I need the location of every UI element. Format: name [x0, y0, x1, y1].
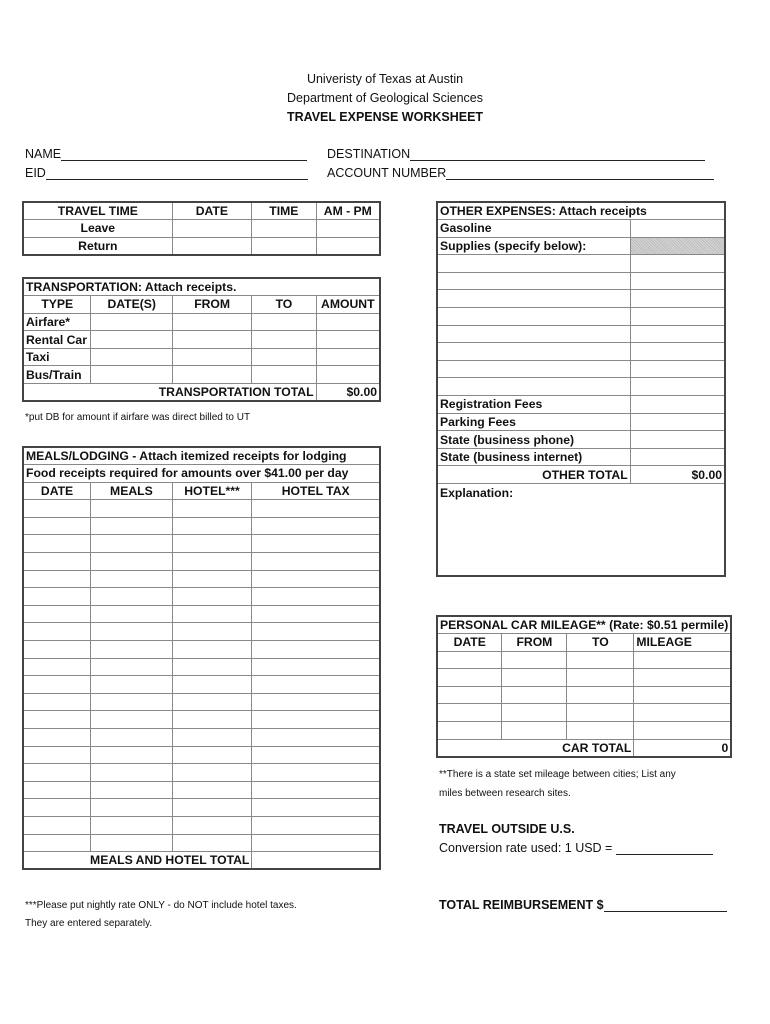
table-cell[interactable]	[634, 704, 731, 722]
meals-header: MEALS	[91, 482, 173, 500]
table-cell[interactable]	[172, 570, 252, 588]
other-expense-row	[437, 343, 725, 361]
parking-fees-label: Parking Fees	[437, 413, 630, 431]
meals-row	[23, 588, 380, 606]
department-name: Department of Geological Sciences	[287, 91, 483, 105]
leave-label: Leave	[23, 220, 172, 238]
leave-date-cell[interactable]	[172, 220, 251, 238]
table-cell[interactable]	[437, 343, 630, 361]
meals-row	[23, 729, 380, 747]
travel-time-table	[22, 201, 381, 256]
table-cell[interactable]	[252, 366, 316, 384]
table-cell[interactable]	[91, 781, 173, 799]
table-cell[interactable]	[23, 764, 91, 782]
airfare-note: *put DB for amount if airfare was direct billed to UT	[25, 412, 251, 423]
table-cell[interactable]	[172, 517, 252, 535]
return-date-cell[interactable]	[172, 237, 251, 255]
table-cell[interactable]	[437, 308, 630, 326]
transportation-title: TRANSPORTATION: Attach receipts.	[23, 278, 380, 296]
table-cell[interactable]	[252, 799, 380, 817]
meals-row	[23, 553, 380, 571]
date-header: DATE	[172, 202, 251, 220]
amount-header: AMOUNT	[316, 296, 380, 314]
state-business-internet-label: State (business internet)	[437, 448, 630, 466]
table-cell[interactable]	[23, 570, 91, 588]
table-cell[interactable]	[252, 676, 380, 694]
table-cell[interactable]	[172, 366, 251, 384]
table-cell[interactable]	[91, 711, 173, 729]
meals-title-line1: MEALS/LODGING - Attach itemized receipts for lodging	[23, 447, 380, 465]
table-cell[interactable]	[630, 290, 725, 308]
mileage-date-header: DATE	[437, 634, 502, 652]
leave-ampm-cell[interactable]	[316, 220, 380, 238]
table-cell[interactable]	[23, 553, 91, 571]
gasoline-amount[interactable]	[630, 220, 725, 238]
table-cell[interactable]	[252, 781, 380, 799]
other-expense-row	[437, 378, 725, 396]
table-cell[interactable]	[567, 704, 634, 722]
meals-row	[23, 834, 380, 852]
table-cell[interactable]	[634, 651, 731, 669]
mileage-note-line1: **There is a state set mileage between cities; List any	[439, 769, 676, 780]
other-expense-row	[437, 255, 725, 273]
registration-fees-amount[interactable]	[630, 396, 725, 414]
table-cell[interactable]	[91, 799, 173, 817]
hotel-note-line2: They are entered separately.	[25, 918, 153, 929]
meals-date-header: DATE	[23, 482, 91, 500]
car-total-label: CAR TOTAL	[437, 739, 634, 757]
registration-fees-label: Registration Fees	[437, 396, 630, 414]
table-cell[interactable]	[23, 605, 91, 623]
table-cell[interactable]	[437, 325, 630, 343]
mileage-from-header: FROM	[502, 634, 567, 652]
table-cell[interactable]	[91, 570, 173, 588]
table-cell[interactable]	[316, 348, 380, 366]
table-cell[interactable]	[91, 764, 173, 782]
taxi-label: Taxi	[23, 348, 91, 366]
table-cell[interactable]	[316, 313, 380, 331]
table-cell[interactable]	[252, 729, 380, 747]
table-cell[interactable]	[23, 641, 91, 659]
table-cell[interactable]	[172, 331, 251, 349]
transportation-total-label: TRANSPORTATION TOTAL	[23, 384, 316, 402]
table-cell[interactable]	[91, 834, 173, 852]
eid-label: EID	[25, 166, 46, 180]
meals-row	[23, 781, 380, 799]
table-cell[interactable]	[630, 308, 725, 326]
table-cell[interactable]	[23, 693, 91, 711]
table-cell[interactable]	[172, 746, 252, 764]
table-cell[interactable]	[172, 500, 252, 518]
name-field[interactable]	[25, 147, 307, 161]
table-cell[interactable]	[172, 348, 251, 366]
table-cell[interactable]	[172, 605, 252, 623]
table-cell[interactable]	[502, 669, 567, 687]
table-cell[interactable]	[91, 658, 173, 676]
to-header: TO	[252, 296, 316, 314]
conversion-rate-field[interactable]	[439, 841, 713, 855]
table-cell[interactable]	[172, 816, 252, 834]
table-cell[interactable]	[437, 669, 502, 687]
supplies-amount-shaded	[630, 237, 725, 255]
table-cell[interactable]	[437, 704, 502, 722]
table-cell[interactable]	[437, 722, 502, 740]
state-business-phone-amount[interactable]	[630, 431, 725, 449]
return-time-cell[interactable]	[252, 237, 317, 255]
destination-label: DESTINATION	[327, 147, 411, 161]
travel-time-header: TRAVEL TIME	[23, 202, 172, 220]
table-cell[interactable]	[634, 669, 731, 687]
table-cell[interactable]	[316, 366, 380, 384]
other-expense-row	[437, 325, 725, 343]
table-cell[interactable]	[91, 816, 173, 834]
table-cell[interactable]	[252, 535, 380, 553]
leave-time-cell[interactable]	[252, 220, 317, 238]
table-cell[interactable]	[23, 658, 91, 676]
table-cell[interactable]	[252, 500, 380, 518]
table-cell[interactable]	[172, 799, 252, 817]
table-cell[interactable]	[172, 553, 252, 571]
table-cell[interactable]	[437, 651, 502, 669]
hotel-note-line1: ***Please put nightly rate ONLY - do NOT include hotel taxes.	[25, 900, 297, 911]
table-cell[interactable]	[630, 360, 725, 378]
other-total-value: $0.00	[630, 466, 725, 484]
total-reimbursement-label: TOTAL REIMBURSEMENT $	[439, 898, 604, 912]
table-cell[interactable]	[630, 378, 725, 396]
airfare-label: Airfare*	[23, 313, 91, 331]
table-cell[interactable]	[252, 816, 380, 834]
meals-row	[23, 500, 380, 518]
table-cell[interactable]	[567, 669, 634, 687]
total-reimbursement-field[interactable]	[439, 898, 727, 912]
meals-row	[23, 570, 380, 588]
table-cell[interactable]	[172, 313, 251, 331]
meals-title-line2: Food receipts required for amounts over $41.00 per day	[23, 465, 380, 483]
table-cell[interactable]	[172, 623, 252, 641]
table-cell[interactable]	[91, 500, 173, 518]
table-cell[interactable]	[91, 553, 173, 571]
table-cell[interactable]	[252, 517, 380, 535]
table-cell[interactable]	[172, 781, 252, 799]
account-number-field[interactable]	[327, 166, 714, 180]
table-cell[interactable]	[23, 500, 91, 518]
table-cell[interactable]	[91, 366, 173, 384]
table-cell[interactable]	[91, 313, 173, 331]
table-cell[interactable]	[172, 535, 252, 553]
table-cell[interactable]	[23, 623, 91, 641]
table-cell[interactable]	[502, 704, 567, 722]
table-cell[interactable]	[172, 711, 252, 729]
mileage-table	[436, 615, 732, 758]
table-cell[interactable]	[630, 343, 725, 361]
table-cell[interactable]	[252, 746, 380, 764]
hotel-tax-header: HOTEL TAX	[252, 482, 380, 500]
mileage-to-header: TO	[567, 634, 634, 652]
mileage-title: PERSONAL CAR MILEAGE** (Rate: $0.51 permile)	[437, 616, 731, 634]
table-cell[interactable]	[437, 290, 630, 308]
am-pm-header: AM - PM	[316, 202, 380, 220]
table-cell[interactable]	[23, 799, 91, 817]
table-cell[interactable]	[630, 272, 725, 290]
meals-row	[23, 641, 380, 659]
table-cell[interactable]	[23, 781, 91, 799]
table-cell[interactable]	[23, 729, 91, 747]
meals-hotel-total-label: MEALS AND HOTEL TOTAL	[23, 852, 252, 870]
table-cell[interactable]	[252, 570, 380, 588]
meals-row	[23, 517, 380, 535]
other-expense-row	[437, 308, 725, 326]
meals-row	[23, 816, 380, 834]
table-cell[interactable]	[437, 378, 630, 396]
mileage-row	[437, 651, 731, 669]
transportation-total-value: $0.00	[316, 384, 380, 402]
other-expense-row	[437, 360, 725, 378]
conversion-rate-label: Conversion rate used: 1 USD =	[439, 841, 616, 855]
table-cell[interactable]	[567, 722, 634, 740]
mileage-row	[437, 704, 731, 722]
other-expense-row	[437, 290, 725, 308]
gasoline-label: Gasoline	[437, 220, 630, 238]
university-name: Univeristy of Texas at Austin	[306, 72, 464, 86]
time-header: TIME	[252, 202, 317, 220]
table-cell[interactable]	[23, 834, 91, 852]
meals-row	[23, 658, 380, 676]
table-cell[interactable]	[437, 360, 630, 378]
mileage-header: MILEAGE	[634, 634, 731, 652]
table-cell[interactable]	[502, 686, 567, 704]
type-header: TYPE	[23, 296, 91, 314]
table-cell[interactable]	[634, 686, 731, 704]
meals-row	[23, 605, 380, 623]
state-business-phone-label: State (business phone)	[437, 431, 630, 449]
table-cell[interactable]	[252, 711, 380, 729]
table-cell[interactable]	[91, 729, 173, 747]
table-cell[interactable]	[91, 641, 173, 659]
rental-car-label: Rental Car	[23, 331, 91, 349]
meals-row	[23, 711, 380, 729]
other-total-label: OTHER TOTAL	[437, 466, 630, 484]
table-cell[interactable]	[252, 764, 380, 782]
table-cell[interactable]	[172, 658, 252, 676]
table-cell[interactable]	[23, 535, 91, 553]
table-cell[interactable]	[252, 331, 316, 349]
supplies-label: Supplies (specify below):	[437, 237, 630, 255]
explanation-label: Explanation:	[440, 486, 514, 500]
table-cell[interactable]	[172, 729, 252, 747]
name-label: NAME	[25, 147, 62, 161]
table-cell[interactable]	[91, 693, 173, 711]
table-cell[interactable]	[91, 331, 173, 349]
mileage-note-line2: miles between research sites.	[439, 788, 571, 799]
table-cell[interactable]	[172, 693, 252, 711]
table-cell[interactable]	[252, 348, 316, 366]
table-cell[interactable]	[172, 676, 252, 694]
table-cell[interactable]	[502, 651, 567, 669]
table-cell[interactable]	[172, 764, 252, 782]
meals-hotel-total-value[interactable]	[252, 852, 380, 870]
table-cell[interactable]	[316, 331, 380, 349]
table-cell[interactable]	[23, 588, 91, 606]
table-cell[interactable]	[630, 325, 725, 343]
return-ampm-cell[interactable]	[316, 237, 380, 255]
table-cell[interactable]	[91, 348, 173, 366]
table-cell[interactable]	[437, 272, 630, 290]
account-number-label: ACCOUNT NUMBER	[327, 166, 447, 180]
table-cell[interactable]	[252, 693, 380, 711]
table-cell[interactable]	[567, 686, 634, 704]
table-cell[interactable]	[23, 711, 91, 729]
table-cell[interactable]	[630, 255, 725, 273]
explanation-box[interactable]	[437, 484, 725, 576]
table-cell[interactable]	[23, 676, 91, 694]
table-cell[interactable]	[252, 658, 380, 676]
dates-header: DATE(S)	[91, 296, 173, 314]
meals-row	[23, 676, 380, 694]
meals-row	[23, 764, 380, 782]
meals-row	[23, 746, 380, 764]
meals-row	[23, 623, 380, 641]
table-cell[interactable]	[91, 605, 173, 623]
table-cell[interactable]	[437, 686, 502, 704]
table-cell[interactable]	[252, 834, 380, 852]
table-cell[interactable]	[172, 588, 252, 606]
state-business-internet-amount[interactable]	[630, 448, 725, 466]
table-cell[interactable]	[23, 517, 91, 535]
other-expense-row	[437, 272, 725, 290]
table-cell[interactable]	[172, 834, 252, 852]
table-cell[interactable]	[252, 641, 380, 659]
from-header: FROM	[172, 296, 251, 314]
meals-row	[23, 799, 380, 817]
eid-field[interactable]	[25, 166, 308, 180]
table-cell[interactable]	[252, 313, 316, 331]
return-label: Return	[23, 237, 172, 255]
car-total-value: 0	[634, 739, 731, 757]
table-cell[interactable]	[502, 722, 567, 740]
bus-train-label: Bus/Train	[23, 366, 91, 384]
table-cell[interactable]	[567, 651, 634, 669]
table-cell[interactable]	[252, 588, 380, 606]
travel-outside-us-title: TRAVEL OUTSIDE U.S.	[439, 822, 575, 836]
page-title: TRAVEL EXPENSE WORKSHEET	[286, 110, 484, 124]
table-cell[interactable]	[91, 535, 173, 553]
table-cell[interactable]	[91, 517, 173, 535]
table-cell[interactable]	[252, 623, 380, 641]
destination-field[interactable]	[327, 147, 705, 161]
mileage-row	[437, 722, 731, 740]
other-expenses-table	[436, 201, 726, 577]
parking-fees-amount[interactable]	[630, 413, 725, 431]
table-cell[interactable]	[23, 746, 91, 764]
meals-lodging-table	[22, 446, 381, 870]
meals-row	[23, 693, 380, 711]
table-cell[interactable]	[252, 553, 380, 571]
hotel-header: HOTEL***	[172, 482, 252, 500]
other-expenses-title: OTHER EXPENSES: Attach receipts	[437, 202, 725, 220]
table-cell[interactable]	[634, 722, 731, 740]
table-cell[interactable]	[23, 816, 91, 834]
table-cell[interactable]	[91, 588, 173, 606]
table-cell[interactable]	[437, 255, 630, 273]
table-cell[interactable]	[172, 641, 252, 659]
table-cell[interactable]	[91, 623, 173, 641]
table-cell[interactable]	[91, 676, 173, 694]
table-cell[interactable]	[252, 605, 380, 623]
table-cell[interactable]	[91, 746, 173, 764]
transportation-table	[22, 277, 381, 402]
meals-row	[23, 535, 380, 553]
mileage-row	[437, 669, 731, 687]
mileage-row	[437, 686, 731, 704]
